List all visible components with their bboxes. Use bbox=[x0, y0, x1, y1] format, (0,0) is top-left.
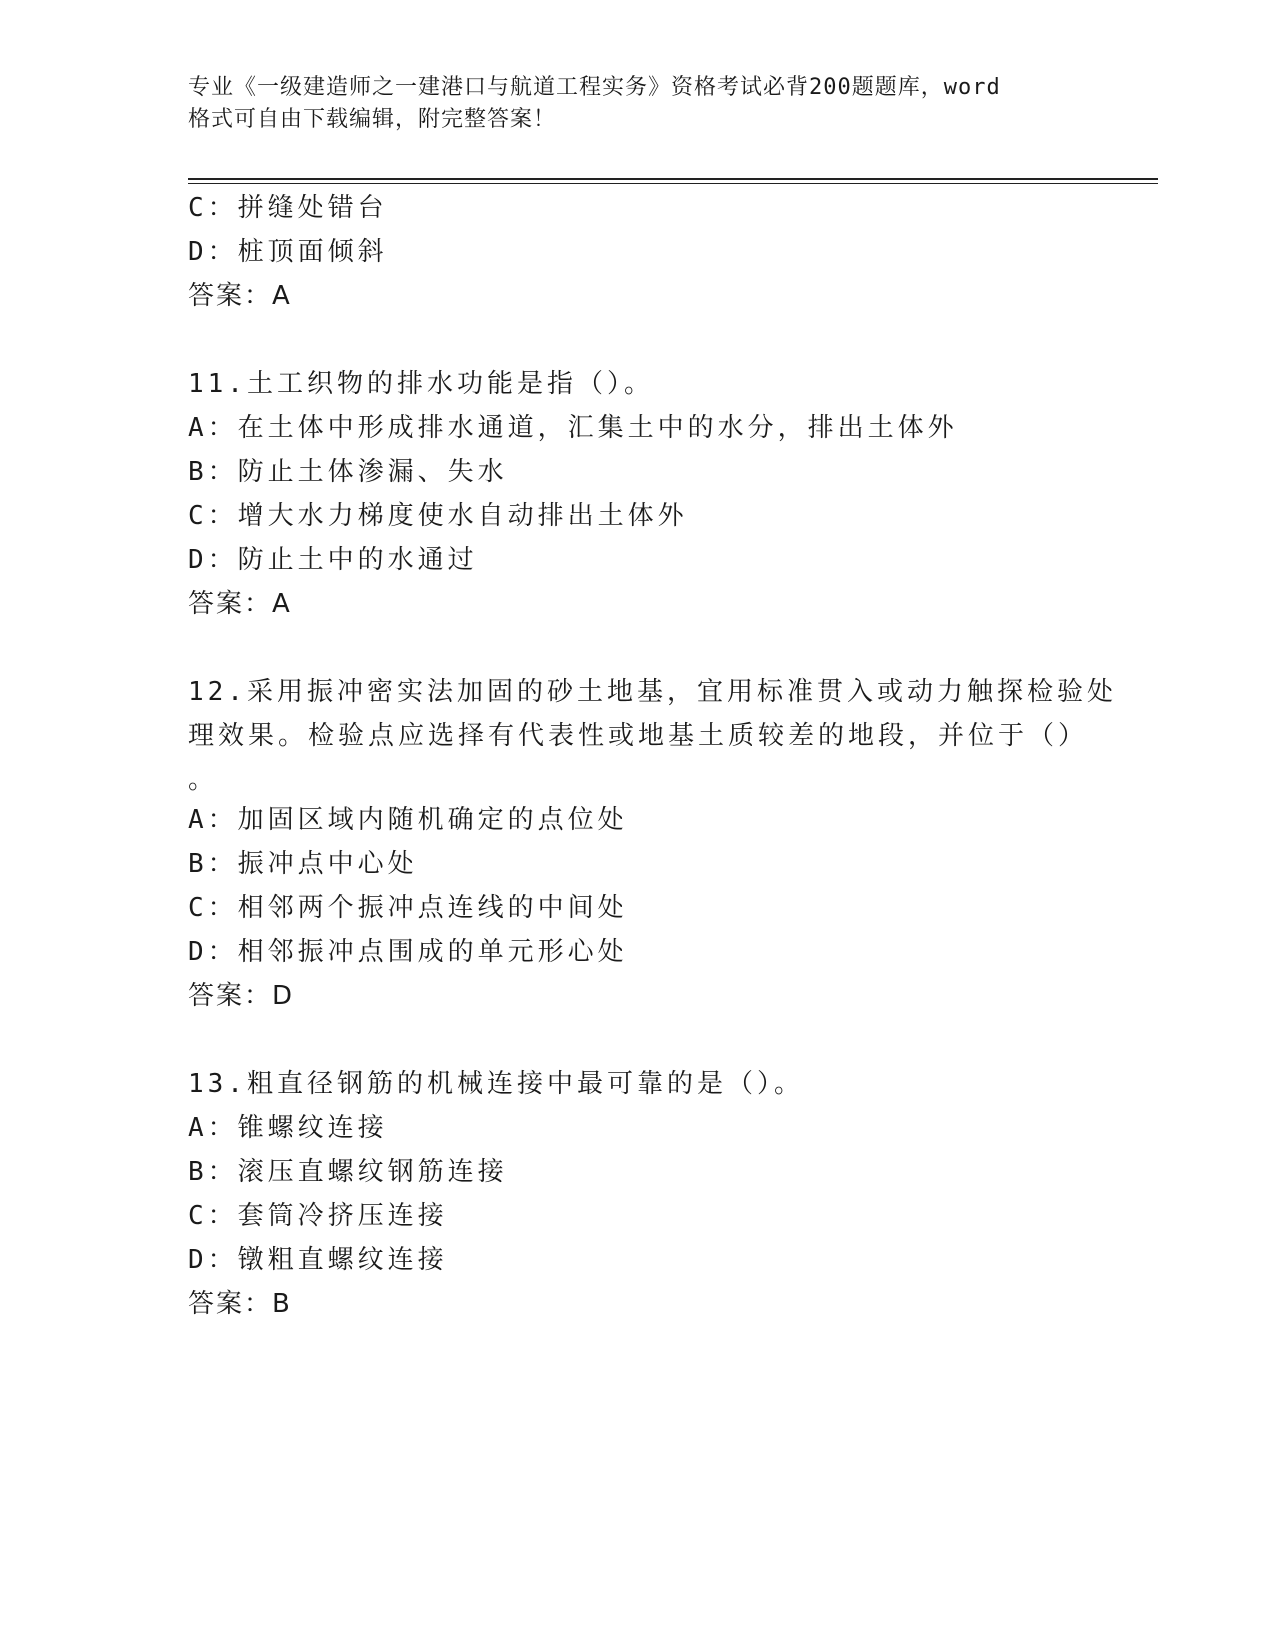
header-line-2: 格式可自由下载编辑，附完整答案！ bbox=[188, 107, 557, 132]
q12-answer: 答案：D bbox=[188, 981, 295, 1011]
q12-option-c: C：相邻两个振冲点连线的中间处 bbox=[188, 893, 628, 923]
prev-option-d: D：桩顶面倾斜 bbox=[188, 237, 388, 267]
q12-option-d: D：相邻振冲点围成的单元形心处 bbox=[188, 937, 628, 967]
q11-option-c: C：增大水力梯度使水自动排出土体外 bbox=[188, 501, 688, 531]
q12-stem-line-1: 12.采用振冲密实法加固的砂土地基，宜用标准贯入或动力触探检验处 bbox=[188, 677, 1117, 707]
header-line-1: 专业《一级建造师之一建港口与航道工程实务》资格考试必背200题题库，word bbox=[188, 75, 1001, 100]
header-divider bbox=[188, 178, 1158, 184]
q13-option-a: A：锥螺纹连接 bbox=[188, 1113, 388, 1143]
q13-option-d: D：镦粗直螺纹连接 bbox=[188, 1245, 448, 1275]
q11-option-d: D：防止土中的水通过 bbox=[188, 545, 478, 575]
q12-stem-line-2: 理效果。检验点应选择有代表性或地基土质较差的地段，并位于（） bbox=[188, 721, 1089, 751]
q12-option-a: A：加固区域内随机确定的点位处 bbox=[188, 805, 628, 835]
document-header bbox=[188, 72, 1088, 136]
q13-stem: 13.粗直径钢筋的机械连接中最可靠的是（）。 bbox=[188, 1069, 804, 1099]
q11-option-a: A：在土体中形成排水通道，汇集土中的水分，排出土体外 bbox=[188, 413, 958, 443]
q12-stem-line-3: 。 bbox=[188, 765, 219, 795]
q13-option-c: C：套筒冷挤压连接 bbox=[188, 1201, 448, 1231]
prev-option-c: C：拼缝处错台 bbox=[188, 193, 388, 223]
prev-answer: 答案：A bbox=[188, 281, 292, 311]
q11-stem: 11.土工织物的排水功能是指（）。 bbox=[188, 369, 654, 399]
q12-option-b: B：振冲点中心处 bbox=[188, 849, 418, 879]
q11-answer: 答案：A bbox=[188, 589, 292, 619]
q11-option-b: B：防止土体渗漏、失水 bbox=[188, 457, 508, 487]
q13-answer: 答案：B bbox=[188, 1289, 292, 1319]
q13-option-b: B：滚压直螺纹钢筋连接 bbox=[188, 1157, 508, 1187]
